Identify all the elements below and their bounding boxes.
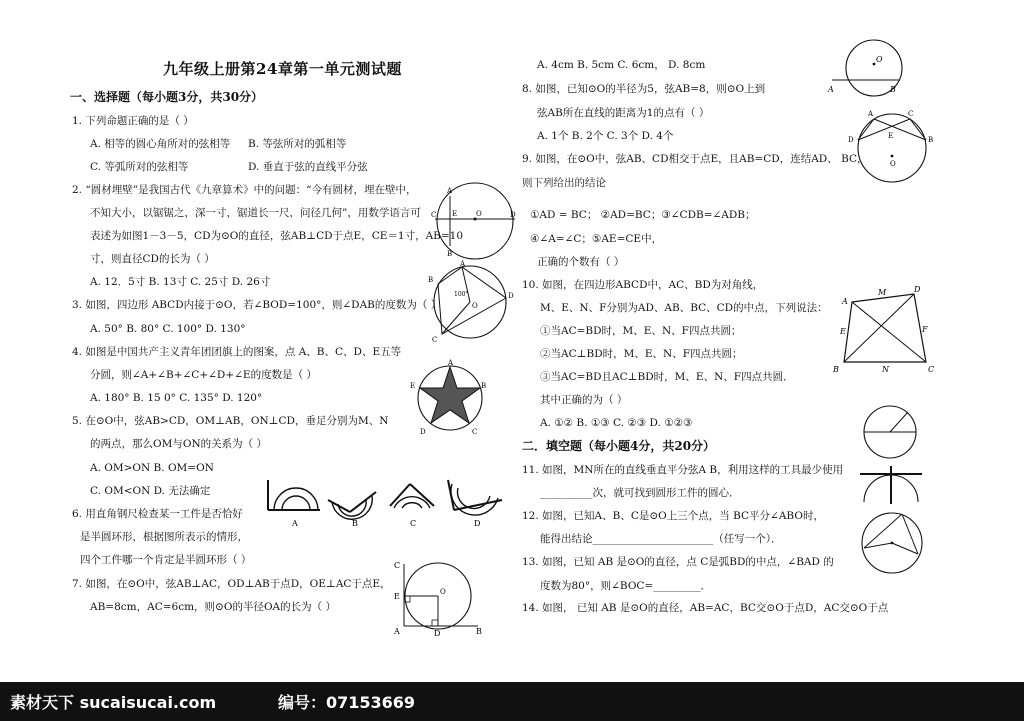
figure-q8-circle <box>826 36 906 98</box>
q1-option-b: B. 等弦所对的弧相等 <box>248 138 347 150</box>
fig2-label-a: A <box>447 187 453 195</box>
fig6-label-b: B <box>352 519 358 528</box>
question-14-line-1: 14. 如图， 已知 AB 是⊙O的直径，AB=AC，BC交⊙O于点D，AC交⊙O于点 <box>522 602 889 614</box>
figure-q12-circle <box>852 508 932 578</box>
q4-options: A. 180° B. 15 0° C. 135° D. 120° <box>90 392 263 404</box>
question-6-line-3: 四个工件哪一个肯定是半圆环形（ ） <box>80 554 252 566</box>
fig8-label-b: B <box>890 85 896 94</box>
fig4-label-c: C <box>472 428 478 436</box>
fig8-label-a: A <box>828 85 834 94</box>
section-heading-choice: 一、选择题（每小题3分，共30分） <box>70 90 264 104</box>
workpiece-c <box>390 484 434 508</box>
fig10-label-f: F <box>922 325 928 334</box>
fig10-label-a: A <box>842 297 848 306</box>
fig7-label-b: B <box>476 627 482 636</box>
question-12-line-1: 12. 如图，已知A、B、C是⊙O上三个点，当 BC平分∠ABO时， <box>522 510 824 522</box>
q1-option-c: C. 等弧所对的弦相等 <box>90 161 189 173</box>
question-4-line-1: 4. 如图是中国共产主义青年团团旗上的图案，点 A、B、C、D、E五等 <box>72 346 402 358</box>
q8-options: A. 1个 B. 2个 C. 3个 D. 4个 <box>537 130 674 142</box>
figure-q11-tool <box>856 462 926 508</box>
figure-q10-quadrilateral <box>830 284 940 376</box>
fig4-label-e: E <box>410 382 416 390</box>
question-10-line-1: 10. 如图，在四边形ABCD中，AC、BD为对角线， <box>522 279 764 291</box>
figure-q11-circle <box>850 402 930 466</box>
question-5-line-1: 5. 在⊙O中，弦AB>CD，OM⊥AB，ON⊥CD，垂足分别为M、N <box>72 415 389 427</box>
q5-options-cd: C. OM<ON D. 无法确定 <box>90 485 211 497</box>
fig7-label-a: A <box>394 627 400 636</box>
fig3-label-d: D <box>508 292 514 300</box>
fig8-label-o: O <box>876 55 883 64</box>
fig9-label-a: A <box>868 110 874 118</box>
question-11-line-1: 11. 如图，MN所在的直线垂直平分弦A B，利用这样的工具最少使用 <box>522 464 844 476</box>
question-13-line-1: 13. 如图，已知 AB 是⊙O的直径，点 C是弧BD的中点，∠BAD 的 <box>522 556 834 568</box>
question-6-line-1: 6. 用直角钢尺检查某一工件是否恰好 <box>72 508 243 520</box>
fig6-label-a: A <box>292 519 298 528</box>
question-2-line-3: 表述为如图1－3－5，CD为⊙O的直径，弦AB⊥CD于点E，CE＝1寸，AB=10 <box>90 230 464 242</box>
fig4-label-d: D <box>420 428 426 436</box>
workpiece-b <box>328 492 376 519</box>
fig2-label-b: B <box>447 250 453 258</box>
fig2-label-e: E <box>452 210 458 218</box>
fig7-label-e: E <box>394 592 400 601</box>
question-9-line-3: ①AD = BC； ②AD=BC；③∠CDB=∠ADB； <box>530 209 756 221</box>
workpiece-a <box>268 480 320 510</box>
fig2-label-o: O <box>476 210 482 218</box>
fig7-label-d: D <box>434 629 441 638</box>
figure-q3-inscribed-quad <box>420 258 515 346</box>
question-2-line-2: 不知大小，以锯锯之，深一寸，锯道长一尺，问径几何”，用数学语言可 <box>90 207 421 219</box>
fig7-label-c: C <box>394 561 401 570</box>
fig3-angle: 100° <box>454 291 469 298</box>
fig10-label-b: B <box>833 365 839 374</box>
watermark-code: 编号：07153669 <box>278 693 416 712</box>
fig10-label-c: C <box>928 365 935 374</box>
question-10-line-6: 其中正确的为（ ） <box>540 394 628 406</box>
fig10-label-n: N <box>882 365 889 374</box>
workpiece-d <box>448 480 502 515</box>
q1-option-d: D. 垂直于弦的直线平分弦 <box>248 161 368 173</box>
page-title: 九年级上册第24章第一单元测试题 <box>163 60 402 78</box>
fig3-label-o: O <box>472 302 478 310</box>
fig2-label-d: D <box>510 211 516 219</box>
question-9-line-5: 正确的个数有（ ） <box>537 256 625 268</box>
fig7-label-o: O <box>440 588 446 596</box>
question-1: 1. 下列命题正确的是（ ） <box>72 115 194 127</box>
watermark-site: 素材天下 sucaisucai.com <box>10 693 217 712</box>
question-2-line-1: 2. “圆材埋壁”是我国古代《九章算术》中的问题：“今有圆材，埋在壁中， <box>72 184 417 196</box>
q10-options: A. ①② B. ①③ C. ②③ D. ①②③ <box>540 417 693 429</box>
fig9-label-e: E <box>888 132 894 140</box>
figure-q4-star <box>408 358 488 440</box>
q5-options-ab: A. OM>ON B. OM=ON <box>90 462 214 474</box>
fig2-label-c: C <box>431 211 437 219</box>
fig9-label-o: O <box>890 160 896 168</box>
question-7-line-2: AB=8cm，AC=6cm，则⊙O的半径OA的长为（ ） <box>90 601 336 613</box>
question-7-line-1: 7. 如图，在⊙O中，弦AB⊥AC，OD⊥AB于点D，OE⊥AC于点E， <box>72 578 391 590</box>
fig9-label-d: D <box>848 136 854 144</box>
q1-option-a: A. 相等的圆心角所对的弦相等 <box>90 138 231 150</box>
figure-q9-circle <box>846 104 936 188</box>
question-11-line-2: __________次，就可找到圆形工件的圆心． <box>540 487 740 499</box>
fig3-label-c: C <box>432 336 438 344</box>
fig10-label-e: E <box>840 327 846 336</box>
fig4-label-a: A <box>448 359 454 367</box>
question-9-line-4: ④∠A=∠C；⑤AE=CE中， <box>530 233 663 245</box>
question-6-line-2: 是半圆环形，根据图所表示的情形， <box>80 531 248 543</box>
question-4-line-2: 分圆，则∠A+∠B+∠C+∠D+∠E的度数是（ ） <box>90 369 317 381</box>
fig3-label-a: A <box>460 260 466 268</box>
fig4-label-b: B <box>481 382 487 390</box>
q3-options: A. 50° B. 80° C. 100° D. 130° <box>90 323 246 335</box>
question-3: 3. 如图，四边形 ABCD内接于⊙O，若∠BOD=100°，则∠DAB的度数为（ ） <box>72 299 442 311</box>
figure-q7-circle <box>390 556 486 640</box>
question-9-line-1: 9. 如图，在⊙O中，弦AB、CD相交于点E，且AB=CD，连结AD、 BC， <box>522 153 868 165</box>
watermark-bar <box>0 682 1024 721</box>
question-9-line-2: 则下列给出的结论 <box>522 177 606 189</box>
question-13-line-2: 度数为80°，则∠BOC=_________． <box>540 580 712 592</box>
q7-options: A. 4cm B. 5cm C. 6cm， D. 8cm <box>537 59 706 71</box>
question-10-line-3: ①当AC=BD时，M、E、N、F四点共圆； <box>540 325 742 337</box>
question-2-line-4: 寸，则直径CD的长为（ ） <box>90 253 215 265</box>
fig10-label-m: M <box>878 288 887 297</box>
question-5-line-2: 的两点，那么OM与ON的关系为（ ） <box>90 438 267 450</box>
question-10-line-2: M、E、N、F分别为AD、AB、BC、CD的中点，下列说法： <box>540 302 828 314</box>
question-10-line-5: ③当AC=BD且AC⊥BD时，M、E、N、F四点共圆． <box>540 371 794 383</box>
fig10-label-d: D <box>914 285 921 294</box>
fig3-label-b: B <box>428 276 434 284</box>
fig6-label-c: C <box>410 519 417 528</box>
fig9-label-c: C <box>908 110 914 118</box>
fig6-label-d: D <box>474 519 481 528</box>
fig9-label-b: B <box>928 136 934 144</box>
figure-q6-workpieces <box>262 474 512 530</box>
question-8-line-1: 8. 如图，已知⊙O的半径为5，弦AB=8，则⊙O上到 <box>522 83 766 95</box>
question-10-line-4: ②当AC⊥BD时，M、E、N、F四点共圆； <box>540 348 743 360</box>
figure-q2-circle <box>430 176 520 266</box>
q2-options: A. 12．5寸 B. 13寸 C. 25寸 D. 26寸 <box>90 276 271 288</box>
question-12-line-2: 能得出结论_______________________（任写一个）． <box>540 533 782 545</box>
section-heading-fill: 二．填空题（每小题4分，共20分） <box>522 439 716 453</box>
question-8-line-2: 弦AB所在直线的距离为1的点有（ ） <box>537 107 710 119</box>
